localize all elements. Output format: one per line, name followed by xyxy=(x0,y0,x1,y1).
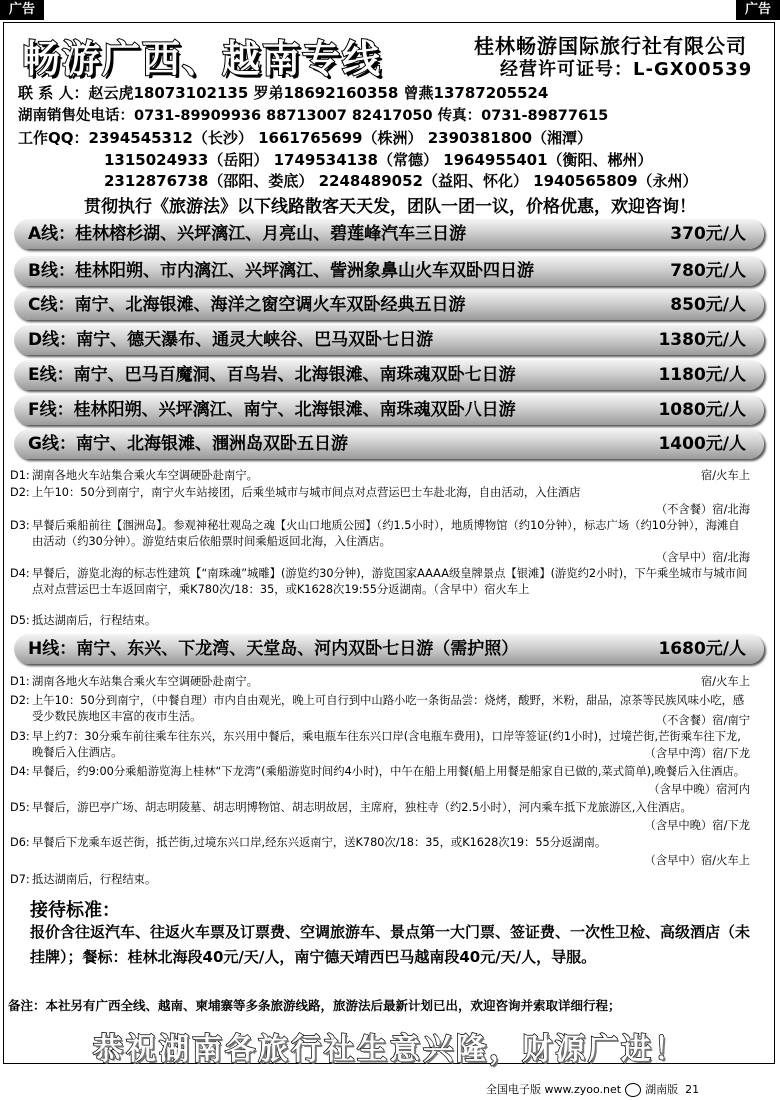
day-label: D2: xyxy=(10,694,30,707)
remark-note: 备注：本社另有广西全线、越南、柬埔寨等多条旅游线路，旅游法后最新计划已出，欢迎咨询并索取详细行程； xyxy=(8,998,621,1013)
day-label: D7: xyxy=(10,873,30,886)
day-meal: 宿/火车上 xyxy=(701,675,750,688)
logo-icon xyxy=(625,1083,641,1097)
company-name: 桂林畅游国际旅行社有限公司 xyxy=(474,34,747,58)
page-number: 21 xyxy=(685,1083,700,1096)
qq-line-1: 工作QQ：2394545312（长沙） 1661765699（株洲） 2390381800（湘潭） xyxy=(18,129,593,147)
route-name: C线：南宁、北海银滩、海洋之窗空调火车双卧经典五日游 xyxy=(28,295,466,315)
contacts-line: 联 系 人：赵云虎18073102135 罗弟18692160358 曾燕13787205524 xyxy=(18,84,549,102)
ad-tag-left: 广告 xyxy=(0,0,44,20)
route-name: G线：南宁、北海银滩、涠洲岛双卧五日游 xyxy=(28,434,348,454)
route-price: 1180元/人 xyxy=(658,365,746,385)
itinerary-day xyxy=(10,835,750,869)
day-text: 早上约7：30分乘车前往乘车往东兴，东兴用中餐后，乘电瓶车往东兴口岸(含电瓶车费用)，口岸等签证(约1小时)，过境芒街,芒街乘车往下龙,晚餐后入住酒店。 xyxy=(32,730,741,760)
day-text: 早餐后，游巴亭广场、胡志明陵墓、胡志明博物馆、胡志明故居，主席府，独柱寺（约2.5小时），河内乘车抵下龙旅游区,入住酒店。 xyxy=(32,801,692,814)
slogan: 贯彻执行《旅游法》以下线路散客天天发，团队一团一议，价格优惠，欢迎咨询！ xyxy=(84,197,696,217)
route-banner xyxy=(14,360,764,390)
route-price: 1400元/人 xyxy=(658,434,746,454)
route-banner xyxy=(14,395,764,425)
route-banner xyxy=(14,325,764,355)
day-text: 湖南各地火车站集合乘火车空调硬卧赴南宁。 xyxy=(32,675,258,688)
day-label: D1: xyxy=(10,469,30,482)
day-meal: （不含餐）宿/南宁 xyxy=(655,713,750,727)
day-text: 早餐后，约9:00分乘船游览海上桂林“下龙湾”(乘船游览时间约4小时)，中午在船上用餐(船上用餐是船家自已做的,菜式简单),晚餐后入住酒店。 xyxy=(32,765,746,778)
route-name: H线：南宁、东兴、下龙湾、天堂岛、河内双卧七日游（需护照） xyxy=(28,639,519,659)
itinerary-day xyxy=(10,800,750,834)
route-name: F线：桂林阳朔、兴坪漓江、南宁、北海银滩、南珠魂双卧八日游 xyxy=(28,400,516,420)
standard-heading: 接待标准： xyxy=(30,900,120,921)
route-price: 1680元/人 xyxy=(658,639,746,659)
day-text: 湖南各地火车站集合乘火车空调硬卧赴南宁。 xyxy=(32,469,258,482)
day-label: D2: xyxy=(10,486,30,499)
itinerary-day xyxy=(10,764,750,798)
route-price: 1080元/人 xyxy=(658,400,746,420)
day-text: 早餐后，游览北海的标志性建筑【“南珠魂”城雕】(游览约30分钟)，游览国家AAAA级皇牌景点【银滩】(游览约2小时)，下午乘坐城市与城市间点对点营运巴士车返回南宁，乘K780次/18：35，或K1628次19:55分返湖南。（含早中）宿火车上 xyxy=(32,567,748,597)
route-name: A线：桂林榕杉湖、兴坪漓江、月亮山、碧莲峰汽车三日游 xyxy=(28,224,467,244)
itinerary-day xyxy=(10,518,750,566)
itinerary-day xyxy=(10,485,750,518)
itinerary-day xyxy=(10,729,750,762)
route-name: B线：桂林阳朔、市内漓江、兴坪漓江、訾洲象鼻山火车双卧四日游 xyxy=(28,261,534,281)
day-meal: （含早中晚）宿/下龙 xyxy=(644,818,750,832)
day-meal: 宿/火车上 xyxy=(701,469,750,482)
day-text: 早餐后下龙乘车返芒街，抵芒街,过境东兴口岸,经东兴返南宁，送K780次/18：35，或K1628次19：55分返湖南。 xyxy=(32,836,607,849)
itinerary-day xyxy=(10,674,750,690)
day-meal: （含早中）宿/火车上 xyxy=(644,853,750,867)
route-name: E线：南宁、巴马百魔洞、百鸟岩、北海银滩、南珠魂双卧七日游 xyxy=(28,365,516,385)
ad-title: 畅游广西、越南专线 xyxy=(22,36,383,81)
route-banner xyxy=(14,219,764,249)
route-price: 850元/人 xyxy=(670,295,746,315)
sales-phone-line: 湖南销售处电话：0731-89909936 88713007 82417050 传真：0731-89877615 xyxy=(18,108,609,124)
day-label: D5: xyxy=(10,614,30,627)
day-meal: （含早中晚）宿河内 xyxy=(648,782,750,796)
day-label: D1: xyxy=(10,675,30,688)
itinerary-day xyxy=(10,566,750,614)
day-label: D5: xyxy=(10,801,30,814)
ad-tag-right: 广告 xyxy=(736,0,780,20)
itinerary-day xyxy=(10,693,750,729)
standard-text: 报价含往返汽车、往返火车票及订票费、空调旅游车、景点第一大门票、签证费、一次性卫检、高级酒店（未挂牌）；餐标：桂林北海段40元/天/人，南宁德天靖西巴马越南段40元/天/人，导服。 xyxy=(30,923,751,966)
route-banner xyxy=(14,256,764,286)
day-text: 早餐后乘船前往【涠洲岛】。参观神秘壮观岛之魂【火山口地质公园】（约1.5小时），地质博物馆（约10分钟），标志广场（约10分钟），海滩自由活动（约30分钟）。游览结束后依船票时间乘船返回北海，入住酒店。 xyxy=(32,519,740,549)
day-label: D3: xyxy=(10,519,30,532)
blessing-banner: 恭祝湖南各旅行社生意兴隆，财源广进！ xyxy=(93,1032,687,1067)
license-number: 经营许可证号：L-GX00539 xyxy=(500,59,753,80)
day-label: D4: xyxy=(10,567,30,580)
qq-line-3: 2312876738（邵阳、娄底） 2248489052（益阳、怀化） 1940565809（永州） xyxy=(104,172,698,190)
day-text: 抵达湖南后，行程结束。 xyxy=(32,873,157,886)
qq-line-2: 1315024933（岳阳） 1749534138（常德） 1964955401（衡阳、郴州） xyxy=(104,151,653,169)
itinerary-day xyxy=(10,468,750,484)
route-name: D线：南宁、德天瀑布、通灵大峡谷、巴马双卧七日游 xyxy=(28,330,434,350)
footer-edition: 湖南版 xyxy=(645,1083,679,1096)
route-banner xyxy=(14,429,764,459)
day-meal: （不含餐）宿/北海 xyxy=(655,502,750,516)
day-text: 抵达湖南后，行程结束。 xyxy=(32,614,157,627)
footer-site: 全国电子版 www.zyoo.net xyxy=(486,1083,622,1096)
day-meal: （含早中湾）宿/下龙 xyxy=(644,746,750,760)
page-footer xyxy=(486,1081,699,1097)
itinerary-day xyxy=(10,613,750,629)
day-text: 上午10：50分到南宁，南宁火车站接团，后乘坐城市与城市间点对点营运巴士车赴北海，自由活动，入住酒店 xyxy=(32,486,581,499)
route-price: 370元/人 xyxy=(670,224,746,244)
route-banner xyxy=(14,290,764,320)
day-label: D6: xyxy=(10,836,30,849)
day-text: 上午10：50分到南宁，（中餐自理）市内自由观光，晚上可自行到中山路小吃一条街品尝：烧烤，酸野，米粉，甜品，凉茶等民族风味小吃，感受少数民族地区丰富的夜市生活。 xyxy=(32,694,745,724)
itinerary-day xyxy=(10,872,750,888)
day-label: D3: xyxy=(10,730,30,743)
day-meal: （含早中）宿/北海 xyxy=(655,550,750,564)
route-price: 780元/人 xyxy=(670,261,746,281)
day-label: D4: xyxy=(10,765,30,778)
route-banner-h xyxy=(14,634,764,664)
route-price: 1380元/人 xyxy=(658,330,746,350)
